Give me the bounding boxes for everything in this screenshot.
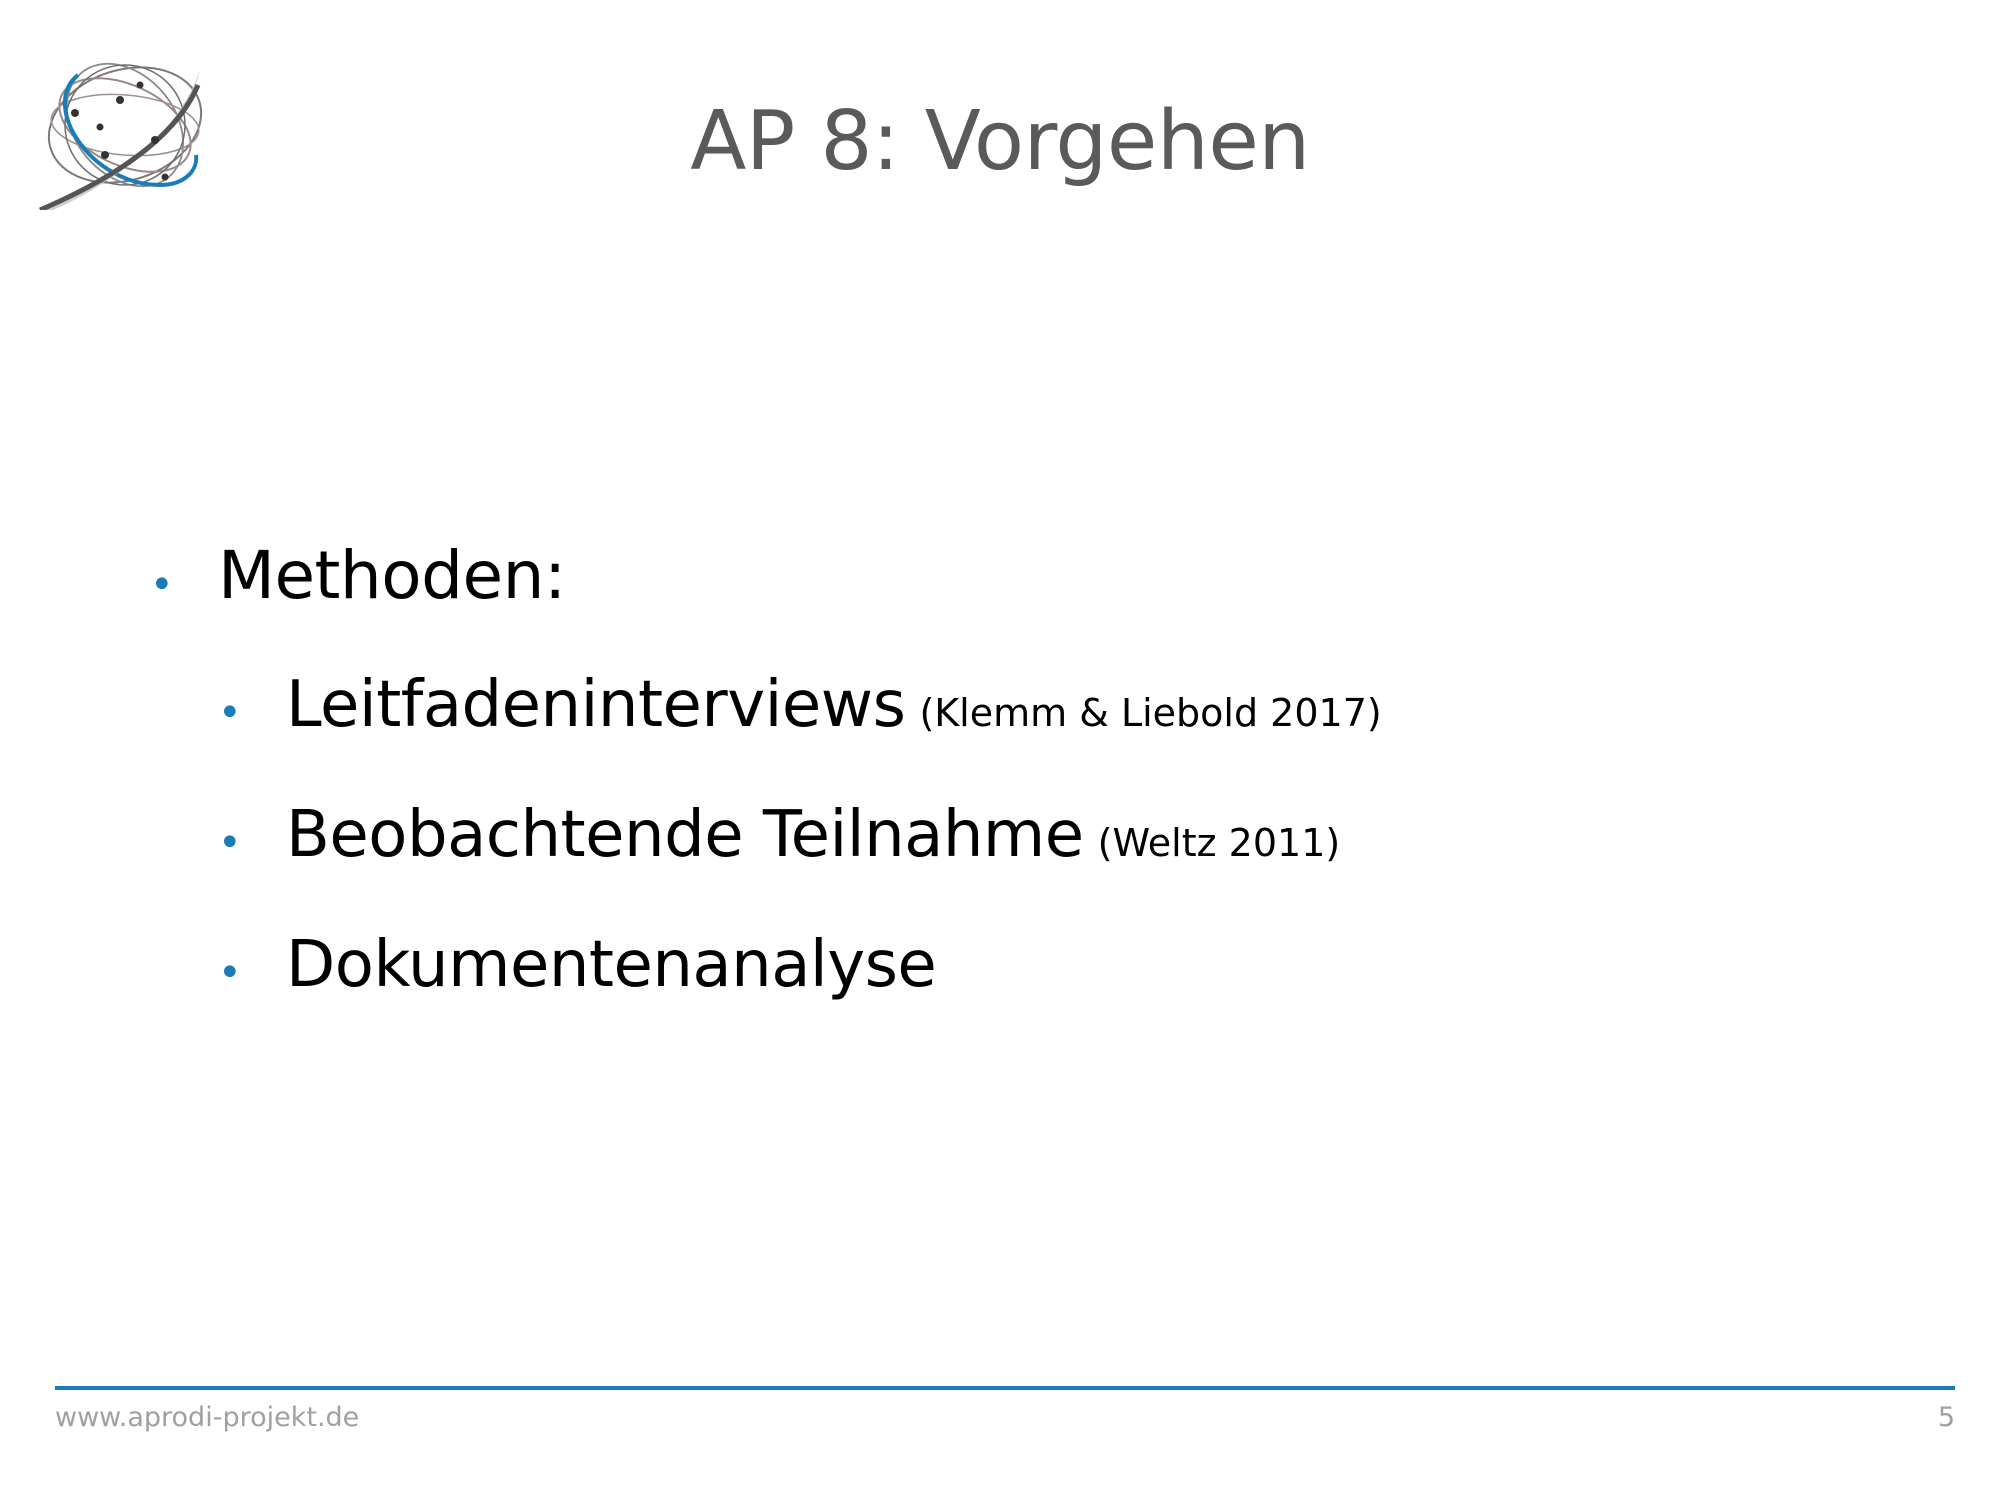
citation: (Klemm & Liebold 2017) (919, 691, 1382, 735)
bullet-methoden (150, 537, 566, 614)
slide-title: AP 8: Vorgehen (690, 94, 1310, 189)
footer-divider (55, 1386, 1955, 1390)
footer-url: www.aprodi-projekt.de (55, 1402, 360, 1433)
sub-bullet-text: Leitfadeninterviews (286, 668, 906, 742)
bullet-dot-icon: • (150, 562, 174, 608)
bullet-text: Methoden: (218, 537, 566, 614)
sub-bullet-dokumentenanalyse (218, 928, 936, 1002)
page-number: 5 (1937, 1402, 1955, 1433)
sub-bullet-text: Beobachtende Teilnahme (286, 798, 1084, 872)
sub-bullet-leitfadeninterviews (218, 668, 1382, 742)
citation: (Weltz 2011) (1097, 821, 1341, 865)
bullet-dot-icon: • (218, 950, 242, 996)
bullet-dot-icon: • (218, 820, 242, 866)
sub-bullet-text: Dokumentenanalyse (286, 928, 937, 1002)
bullet-dot-icon: • (218, 690, 242, 736)
sub-bullet-beobachtende-teilnahme (218, 798, 1340, 872)
